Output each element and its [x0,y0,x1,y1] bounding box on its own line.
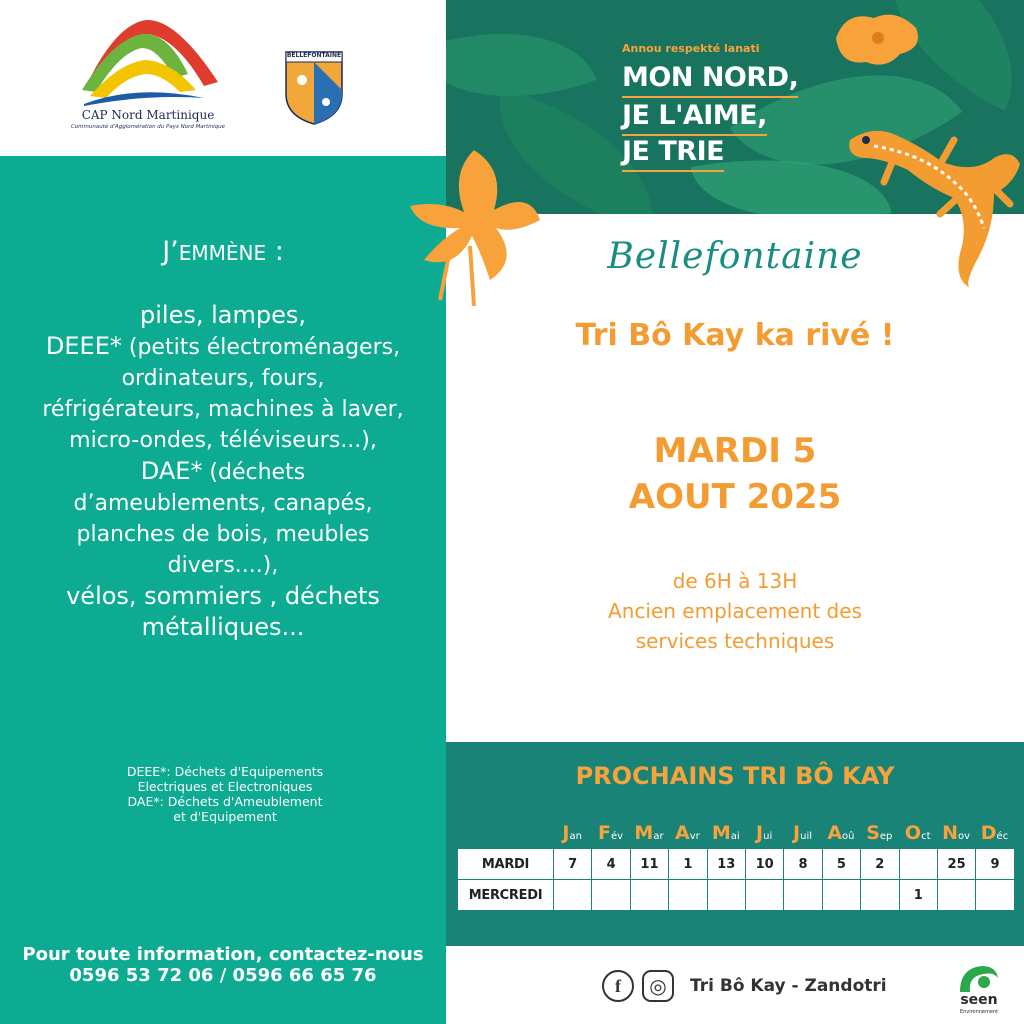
footnote-line: DAE*: Déchets d'Ameublement [127,794,323,809]
month-initial: M [634,822,654,844]
month-initial: S [866,822,880,844]
row-label: MARDI [458,849,554,880]
event-location: Ancien emplacement des [608,599,862,623]
month-suffix: oû [842,831,855,842]
month-suffix: vr [689,831,700,842]
date-cell [976,880,1014,911]
row-label: MERCREDI [458,880,554,911]
event-time: de 6H à 13H [672,569,798,593]
date-cell: 1 [899,880,937,911]
date-line: MARDI 5 [653,431,817,471]
slogan-line-3: JE TRIE [622,136,724,172]
month-initial: F [598,822,612,844]
social-footer [446,946,1024,1024]
month-suffix: an [569,831,582,842]
month-label [822,822,860,844]
date-cell: 4 [592,849,630,880]
date-cell: 8 [784,849,822,880]
item-line: micro-ondes, téléviseurs...), [69,428,377,453]
date-cell [899,849,937,880]
month-suffix: ar [653,831,664,842]
date-cell [554,880,592,911]
footnotes [80,764,370,824]
contact-line: Pour toute information, contactez-nous [22,944,424,965]
heading-colon: : [266,236,284,267]
date-cell: 5 [822,849,860,880]
month-label [899,822,937,844]
month-suffix: ct [921,831,931,842]
schedule-row [458,880,1015,911]
month-initial: O [904,822,922,844]
month-label [975,822,1013,844]
coat-of-arms-icon [284,50,344,126]
item-text: (déchets [202,460,306,485]
month-initial: J [793,822,801,844]
item-line: d’ameublements, canapés, [73,491,373,516]
seen-leaf-icon [956,962,1002,994]
month-suffix: ov [958,831,971,842]
month-initial: A [674,822,690,844]
tagline: Annou respekté lanati [622,42,760,55]
event-headline: Tri Bô Kay ka rivé ! [575,318,895,353]
item-line: métalliques... [141,613,305,641]
month-label [745,822,783,844]
month-label [591,822,629,844]
month-initial: D [980,822,997,844]
item-line: ordinateurs, fours, [121,366,325,391]
date-cell [592,880,630,911]
orange-flower-icon [410,150,546,310]
cap-nord-logo [68,14,228,136]
month-initial: J [562,822,570,844]
items-heading [0,236,446,267]
event-details [446,566,1024,656]
date-cell: 10 [745,849,783,880]
item-line: vélos, sommiers , déchets [66,582,380,610]
event-date [446,428,1024,520]
date-cell: 9 [976,849,1014,880]
date-line: AOUT 2025 [628,477,842,517]
item-line: piles, lampes, [140,301,306,329]
month-initial: A [827,822,843,844]
schedule-table [457,848,1015,911]
cap-nord-name: CAP Nord Martinique [81,108,215,122]
month-suffix: éc [996,831,1009,842]
contact-info [0,944,446,986]
cap-nord-subtitle: Communauté d'Agglomération du Pays Nord Martinique [70,124,226,130]
footnote-line: DEEE*: Déchets d'Equipements [126,764,324,779]
seen-logo [956,962,1002,1020]
item-line [28,456,418,488]
month-label [630,822,668,844]
date-cell [937,880,975,911]
date-cell [861,880,899,911]
slogan-line-1: MON NORD, [622,62,798,98]
instagram-icon[interactable]: ◎ [642,970,674,1002]
heading-rest: EMMÈNE [178,241,267,265]
month-label [668,822,706,844]
seen-subtitle: Environnement [959,1009,999,1015]
date-cell [745,880,783,911]
date-cell [784,880,822,911]
date-cell: 2 [861,849,899,880]
contact-phones[interactable]: 0596 53 72 06 / 0596 66 65 76 [69,965,377,986]
schedule-row [458,849,1015,880]
month-label [553,822,591,844]
date-cell [822,880,860,911]
item-line: divers....), [167,553,279,578]
items-panel [0,156,446,1024]
date-cell: 7 [554,849,592,880]
deee-label: DEEE* [45,332,122,360]
facebook-icon[interactable]: f [602,970,634,1002]
month-label [707,822,745,844]
schedule-section [446,742,1024,946]
month-suffix: ai [730,831,740,842]
date-cell: 25 [937,849,975,880]
date-cell: 1 [669,849,707,880]
month-label [860,822,898,844]
date-cell: 11 [630,849,668,880]
event-location: services techniques [635,629,835,653]
date-cell [707,880,745,911]
item-line [28,331,418,363]
heading-j: J’ [162,236,179,267]
month-suffix: ui [763,831,773,842]
shield-label: BELLEFONTAINE [286,52,342,59]
date-cell [669,880,707,911]
town-name: Bellefontaine [607,236,863,277]
item-text: (petits électroménagers, [121,335,401,360]
footnote-line: et d'Equipement [173,809,277,824]
date-cell [630,880,668,911]
date-cell: 13 [707,849,745,880]
hibiscus-flower-icon [826,8,926,72]
logo-header [0,0,446,156]
dae-label: DAE* [140,457,203,485]
month-label [937,822,975,844]
accepted-items-list [28,300,418,643]
month-label [783,822,821,844]
month-suffix: ep [879,831,893,842]
month-initial: M [711,822,731,844]
footnote-line: Electriques et Electroniques [137,779,313,794]
item-line: réfrigérateurs, machines à laver, [42,397,404,422]
mountain-logo-icon [76,14,222,106]
social-handle[interactable]: Tri Bô Kay - Zandotri [690,976,887,996]
slogan-line-2: JE L'AIME, [622,100,767,136]
seen-name: seen [960,992,998,1008]
schedule-title: PROCHAINS TRI BÔ KAY [575,762,895,790]
item-line: planches de bois, meubles [76,522,370,547]
month-header [553,822,1014,844]
month-suffix: uil [800,831,813,842]
month-initial: J [756,822,764,844]
month-initial: N [942,822,959,844]
month-suffix: év [611,831,624,842]
bellefontaine-shield [284,50,344,126]
